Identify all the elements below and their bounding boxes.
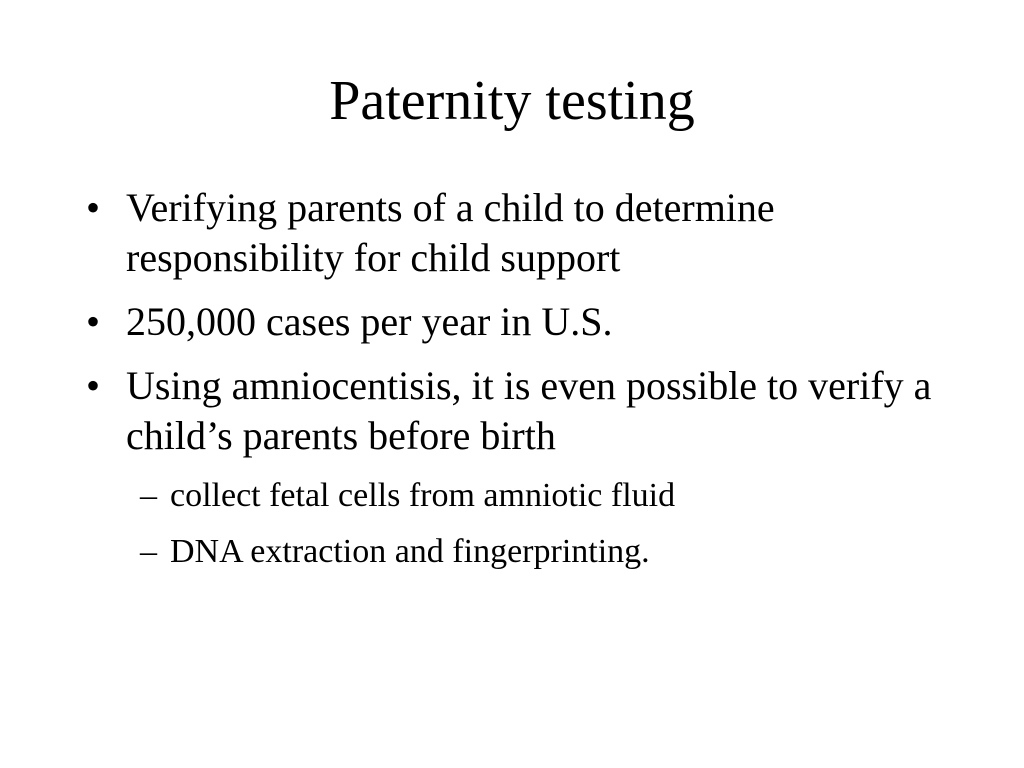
bullet-item [86,361,966,461]
bullet-item [86,297,966,347]
bullet-marker: • [86,363,101,408]
sub-bullet-marker: – [140,477,157,514]
bullet-text: Verifying parents of a child to determine responsibility for child support [126,185,775,280]
slide-title: Paternity testing [329,70,695,132]
sub-bullet-text: collect fetal cells from amniotic fluid [170,477,676,514]
sub-bullet-marker: – [140,533,157,570]
sub-bullet-item [86,531,966,573]
sub-bullet-text: DNA extraction and fingerprinting. [170,533,650,570]
bullet-text: 250,000 cases per year in U.S. [126,299,613,344]
bullet-marker: • [86,185,101,230]
bullet-marker: • [86,299,101,344]
bullet-text: Using amniocentisis, it is even possible to verify a child’s parents before birth [126,363,932,458]
bullet-item [86,183,966,283]
sub-bullet-item [86,475,966,517]
slide-content [86,183,966,587]
